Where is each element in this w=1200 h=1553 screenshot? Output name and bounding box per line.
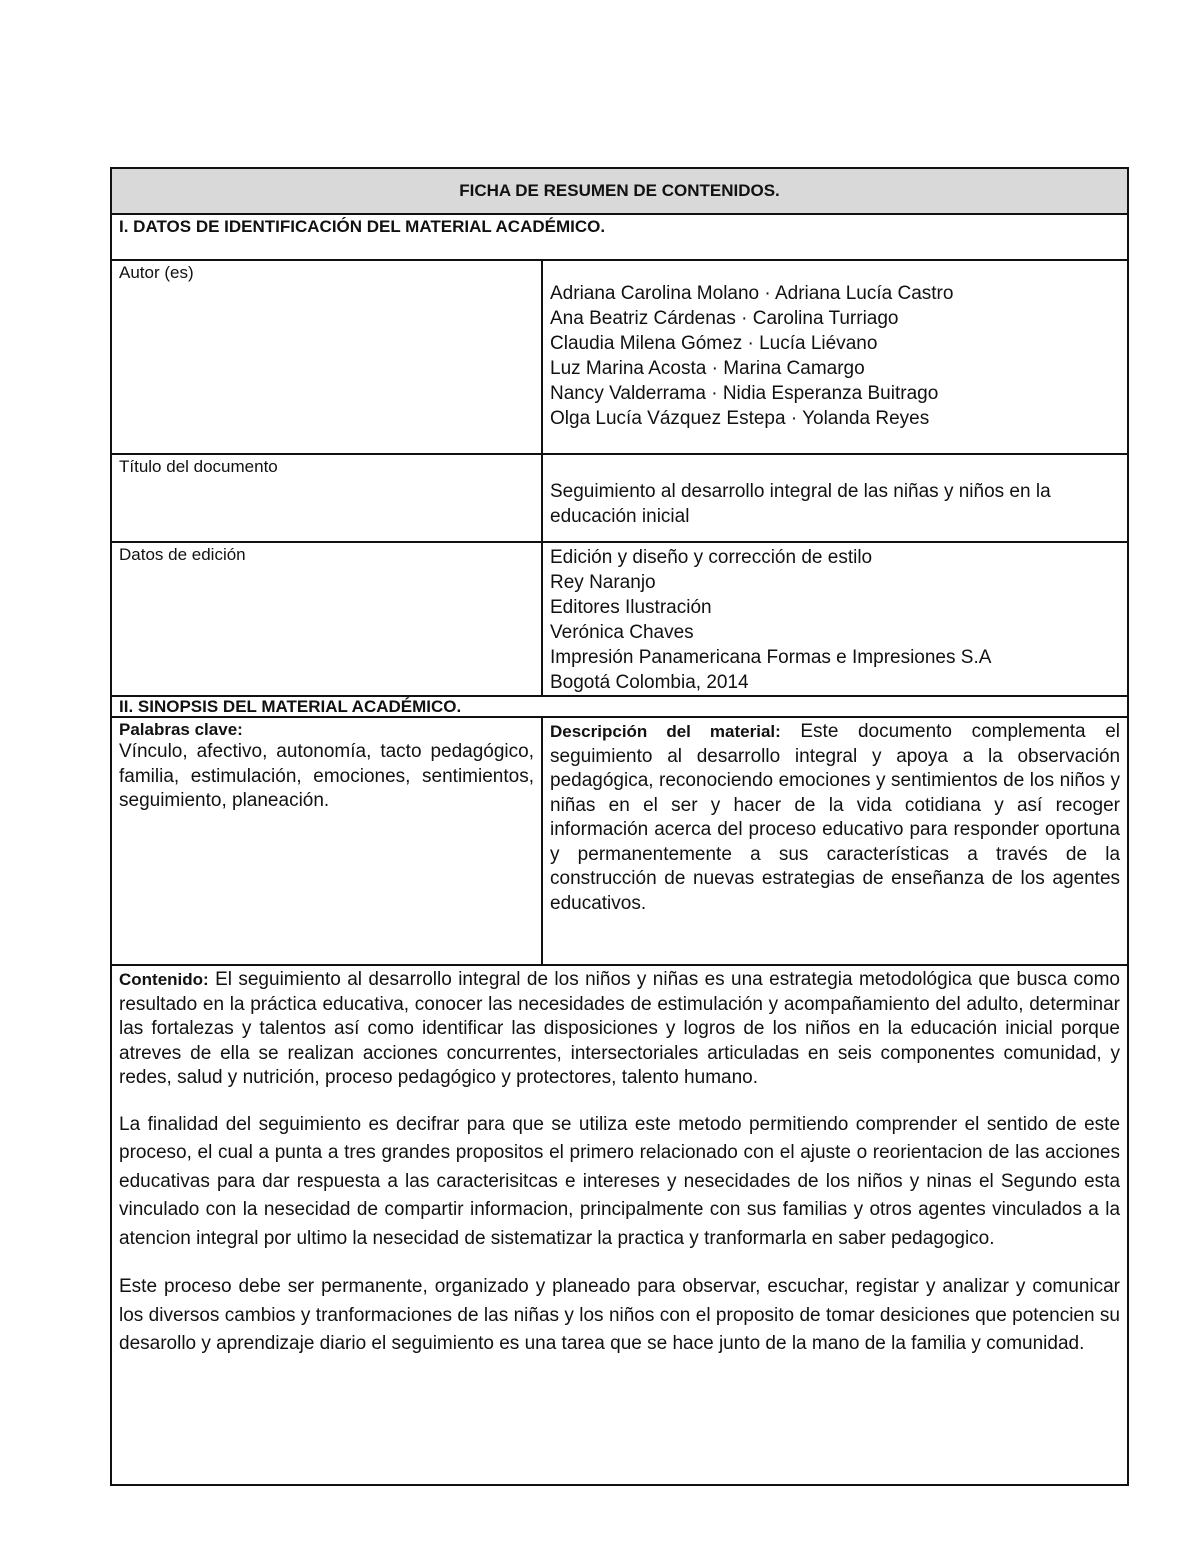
description-value: Este documento complementa el seguimiento al desarrollo integral y apoya a la observación pedagógica, reconociendo emociones y sentimientos de los niños y niñas en el ser y hacer de la vida cotidiana y así recoger información acerca del proceso educativo para responder oportuna y permanentemente a sus características a través de la construcción de nuevas estrategias de enseñanza de los agentes educativos. xyxy=(550,721,1121,914)
section-synopsis-heading: II. SINOPSIS DEL MATERIAL ACADÉMICO. xyxy=(111,696,1128,717)
content-label: Contenido: xyxy=(119,970,209,989)
edition-row xyxy=(111,542,1128,696)
document-title-value: Seguimiento al desarrollo integral de las niñas y niños en la educación inicial xyxy=(542,454,1128,542)
edition-line: Edición y diseño y corrección de estilo xyxy=(550,547,873,568)
authors-row xyxy=(111,260,1128,454)
author-line: Nancy Valderrama · Nidia Esperanza Buitrago xyxy=(550,383,939,404)
edition-line: Verónica Chaves xyxy=(550,622,694,643)
author-line: Luz Marina Acosta · Marina Camargo xyxy=(550,358,865,379)
authors-label: Autor (es) xyxy=(111,260,542,454)
document-title-label: Título del documento xyxy=(111,454,542,542)
description-label: Descripción del material: xyxy=(550,722,781,741)
keywords-value: Vínculo, afectivo, autonomía, tacto pedagógico, familia, estimulación, emociones, sentimientos, seguimiento, planeación. xyxy=(119,741,534,811)
synopsis-row xyxy=(111,717,1128,965)
edition-line: Editores Ilustración xyxy=(550,597,712,618)
content-paragraph-3: Este proceso debe ser permanente, organizado y planeado para observar, escuchar, registar y analizar y comunicar los diversos cambios y tranformaciones de las niñas y los niños con el proposito de tomar desiciones que potencien su desarollo y aprendizaje diario el seguimiento es una tarea que se hace junto de la mano de la familia y comunidad. xyxy=(119,1276,1121,1354)
author-line: Ana Beatriz Cárdenas · Carolina Turriago xyxy=(550,308,899,329)
author-line: Adriana Carolina Molano · Adriana Lucía Castro xyxy=(550,283,954,304)
content-cell xyxy=(111,965,1128,1485)
edition-line: Rey Naranjo xyxy=(550,572,656,593)
section-synopsis-row xyxy=(111,696,1128,717)
edition-line: Bogotá Colombia, 2014 xyxy=(550,672,749,693)
sheet-title: FICHA DE RESUMEN DE CONTENIDOS. xyxy=(111,168,1128,214)
section-identification-heading: I. DATOS DE IDENTIFICACIÓN DEL MATERIAL ACADÉMICO. xyxy=(111,214,1128,260)
edition-label: Datos de edición xyxy=(111,542,542,696)
authors-value xyxy=(542,260,1128,454)
keywords-label: Palabras clave: xyxy=(119,720,243,739)
edition-value xyxy=(542,542,1128,696)
author-line: Claudia Milena Gómez · Lucía Liévano xyxy=(550,333,878,354)
content-paragraph-1 xyxy=(119,968,1120,1091)
edition-line: Impresión Panamericana Formas e Impresiones S.A xyxy=(550,647,992,668)
summary-table xyxy=(110,167,1129,1486)
summary-sheet xyxy=(110,167,1127,1486)
document-title-row xyxy=(111,454,1128,542)
content-row xyxy=(111,965,1128,1485)
title-row xyxy=(111,168,1128,214)
keywords-cell xyxy=(111,717,542,965)
section-identification-row xyxy=(111,214,1128,260)
description-cell xyxy=(542,717,1128,965)
content-paragraph-1-text: El seguimiento al desarrollo integral de los niños y niñas es una estrategia metodológica que busca como resultado en la práctica educativa, conocer las necesidades de estimulación y acompañamiento del adulto, determinar las fortalezas y talentos así como identificar las disposiciones y logros de los niños en la educación inicial porque atreves de ella se realizan acciones concurrentes, intersectoriales articuladas en seis componentes comunidad, y redes, salud y nutrición, proceso pedagógico y protectores, talento humano. xyxy=(119,969,1121,1088)
author-line: Olga Lucía Vázquez Estepa · Yolanda Reyes xyxy=(550,408,930,429)
content-paragraph-2: La finalidad del seguimiento es decifrar para que se utiliza este metodo permitiendo comprender el sentido de este proceso, el cual a punta a tres grandes propositos el primero relacionado con el ajuste o reorientacion de las acciones educativas para dar respuesta a las caracterisitcas e intereses y nesecidades de los niños y ninas el Segundo esta vinculado con la nesecidad de compartir informacion, principalmente con sus familias y otros agentes vinculados a la atencion integral por ultimo la nesecidad de sistematizar la practica y tranformarla en saber pedagogico. xyxy=(119,1113,1121,1249)
